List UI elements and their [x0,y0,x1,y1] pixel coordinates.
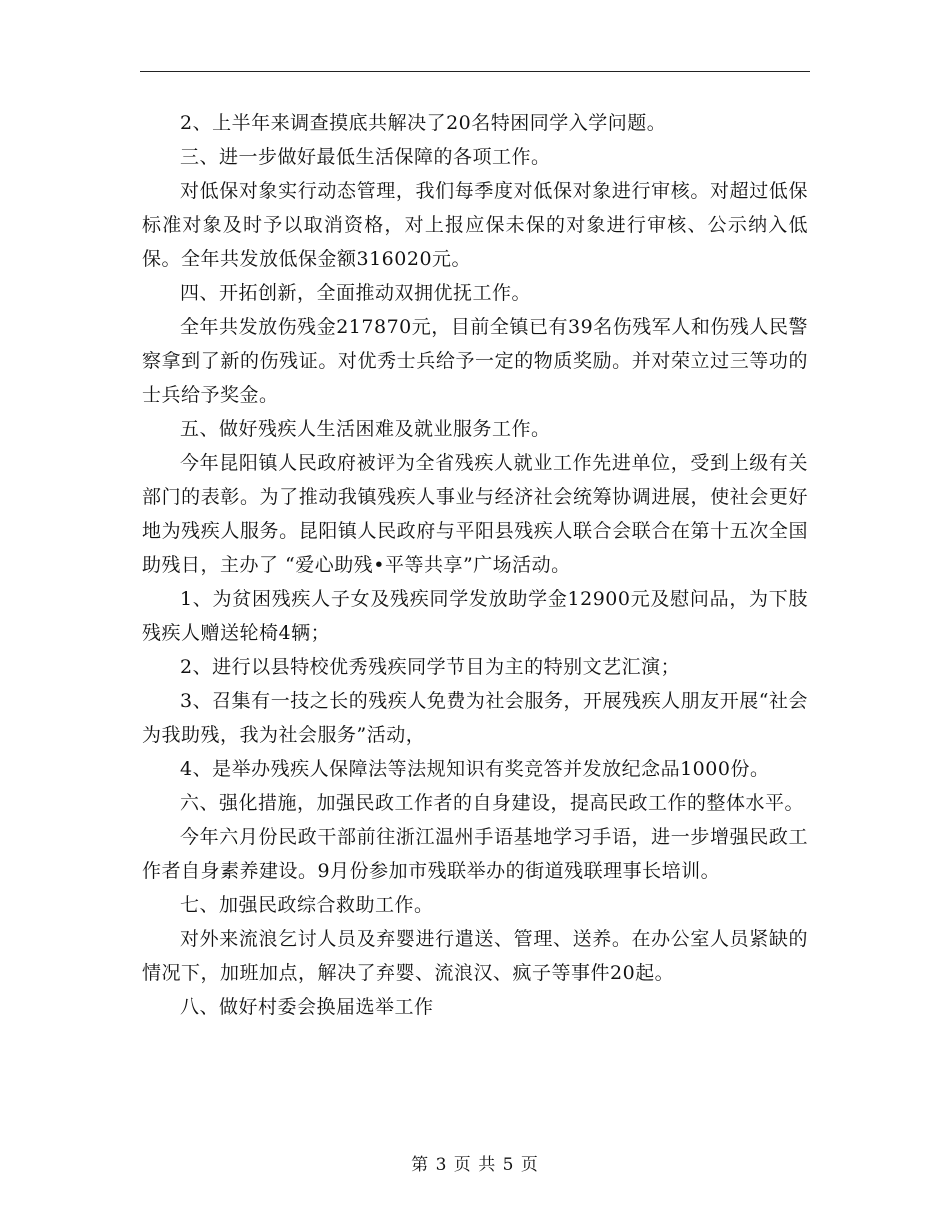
list-item: 4、是举办残疾人保障法等法规知识有奖竞答并发放纪念品1000份。 [180,758,770,780]
list-item: 2、进行以县特校优秀残疾同学节目为主的特别文艺汇演； [180,656,681,678]
section-heading: 八、做好村委会换届选举工作 [180,996,434,1018]
page-number-footer: 第 3 页 共 5 页 [411,1155,539,1175]
paragraph: 对低保对象实行动态管理，我们每季度对低保对象进行审核。对超过低保标准对象及时予以取消资格，对上报应保未保的对象进行审核、公示纳入低保。全年共发放低保金额316020元。 [142,180,808,270]
paragraph: 今年六月份民政干部前往浙江温州手语基地学习手语，进一步增强民政工作者自身素养建设。9月份参加市残联举办的街道残联理事长培训。 [142,826,808,882]
paragraph: 2、上半年来调查摸底共解决了20名特困同学入学问题。 [180,112,667,134]
list-item: 3、召集有一技之长的残疾人免费为社会服务，开展残疾人朋友开展“社会为我助残，我为社会服务”活动， [142,690,808,746]
paragraph: 全年共发放伤残金217870元，目前全镇已有39名伤残军人和伤残人民警察拿到了新的伤残证。对优秀士兵给予一定的物质奖励。并对荣立过三等功的士兵给予奖金。 [142,316,808,406]
section-heading: 四、开拓创新，全面推动双拥优抚工作。 [180,282,532,304]
list-item: 1、为贫困残疾人子女及残疾同学发放助学金12900元及慰问品，为下肢残疾人赠送轮椅4辆； [142,588,808,644]
section-heading: 六、强化措施，加强民政工作者的自身建设，提高民政工作的整体水平。 [180,792,805,814]
paragraph: 对外来流浪乞讨人员及弃婴进行遣送、管理、送养。在办公室人员紧缺的情况下，加班加点，解决了弃婴、流浪汉、疯子等事件20起。 [142,928,808,984]
document-body [142,106,808,1024]
header-rule [140,71,810,72]
section-heading: 七、加强民政综合救助工作。 [180,894,434,916]
section-heading: 五、做好残疾人生活困难及就业服务工作。 [180,418,551,440]
section-heading: 三、进一步做好最低生活保障的各项工作。 [180,146,551,168]
paragraph: 今年昆阳镇人民政府被评为全省残疾人就业工作先进单位，受到上级有关部门的表彰。为了推动我镇残疾人事业与经济社会统筹协调进展，使社会更好地为残疾人服务。昆阳镇人民政府与平阳县残疾人联合会联合在第十五次全国助残日，主办了 “爱心助残•平等共享”广场活动。 [142,452,808,576]
